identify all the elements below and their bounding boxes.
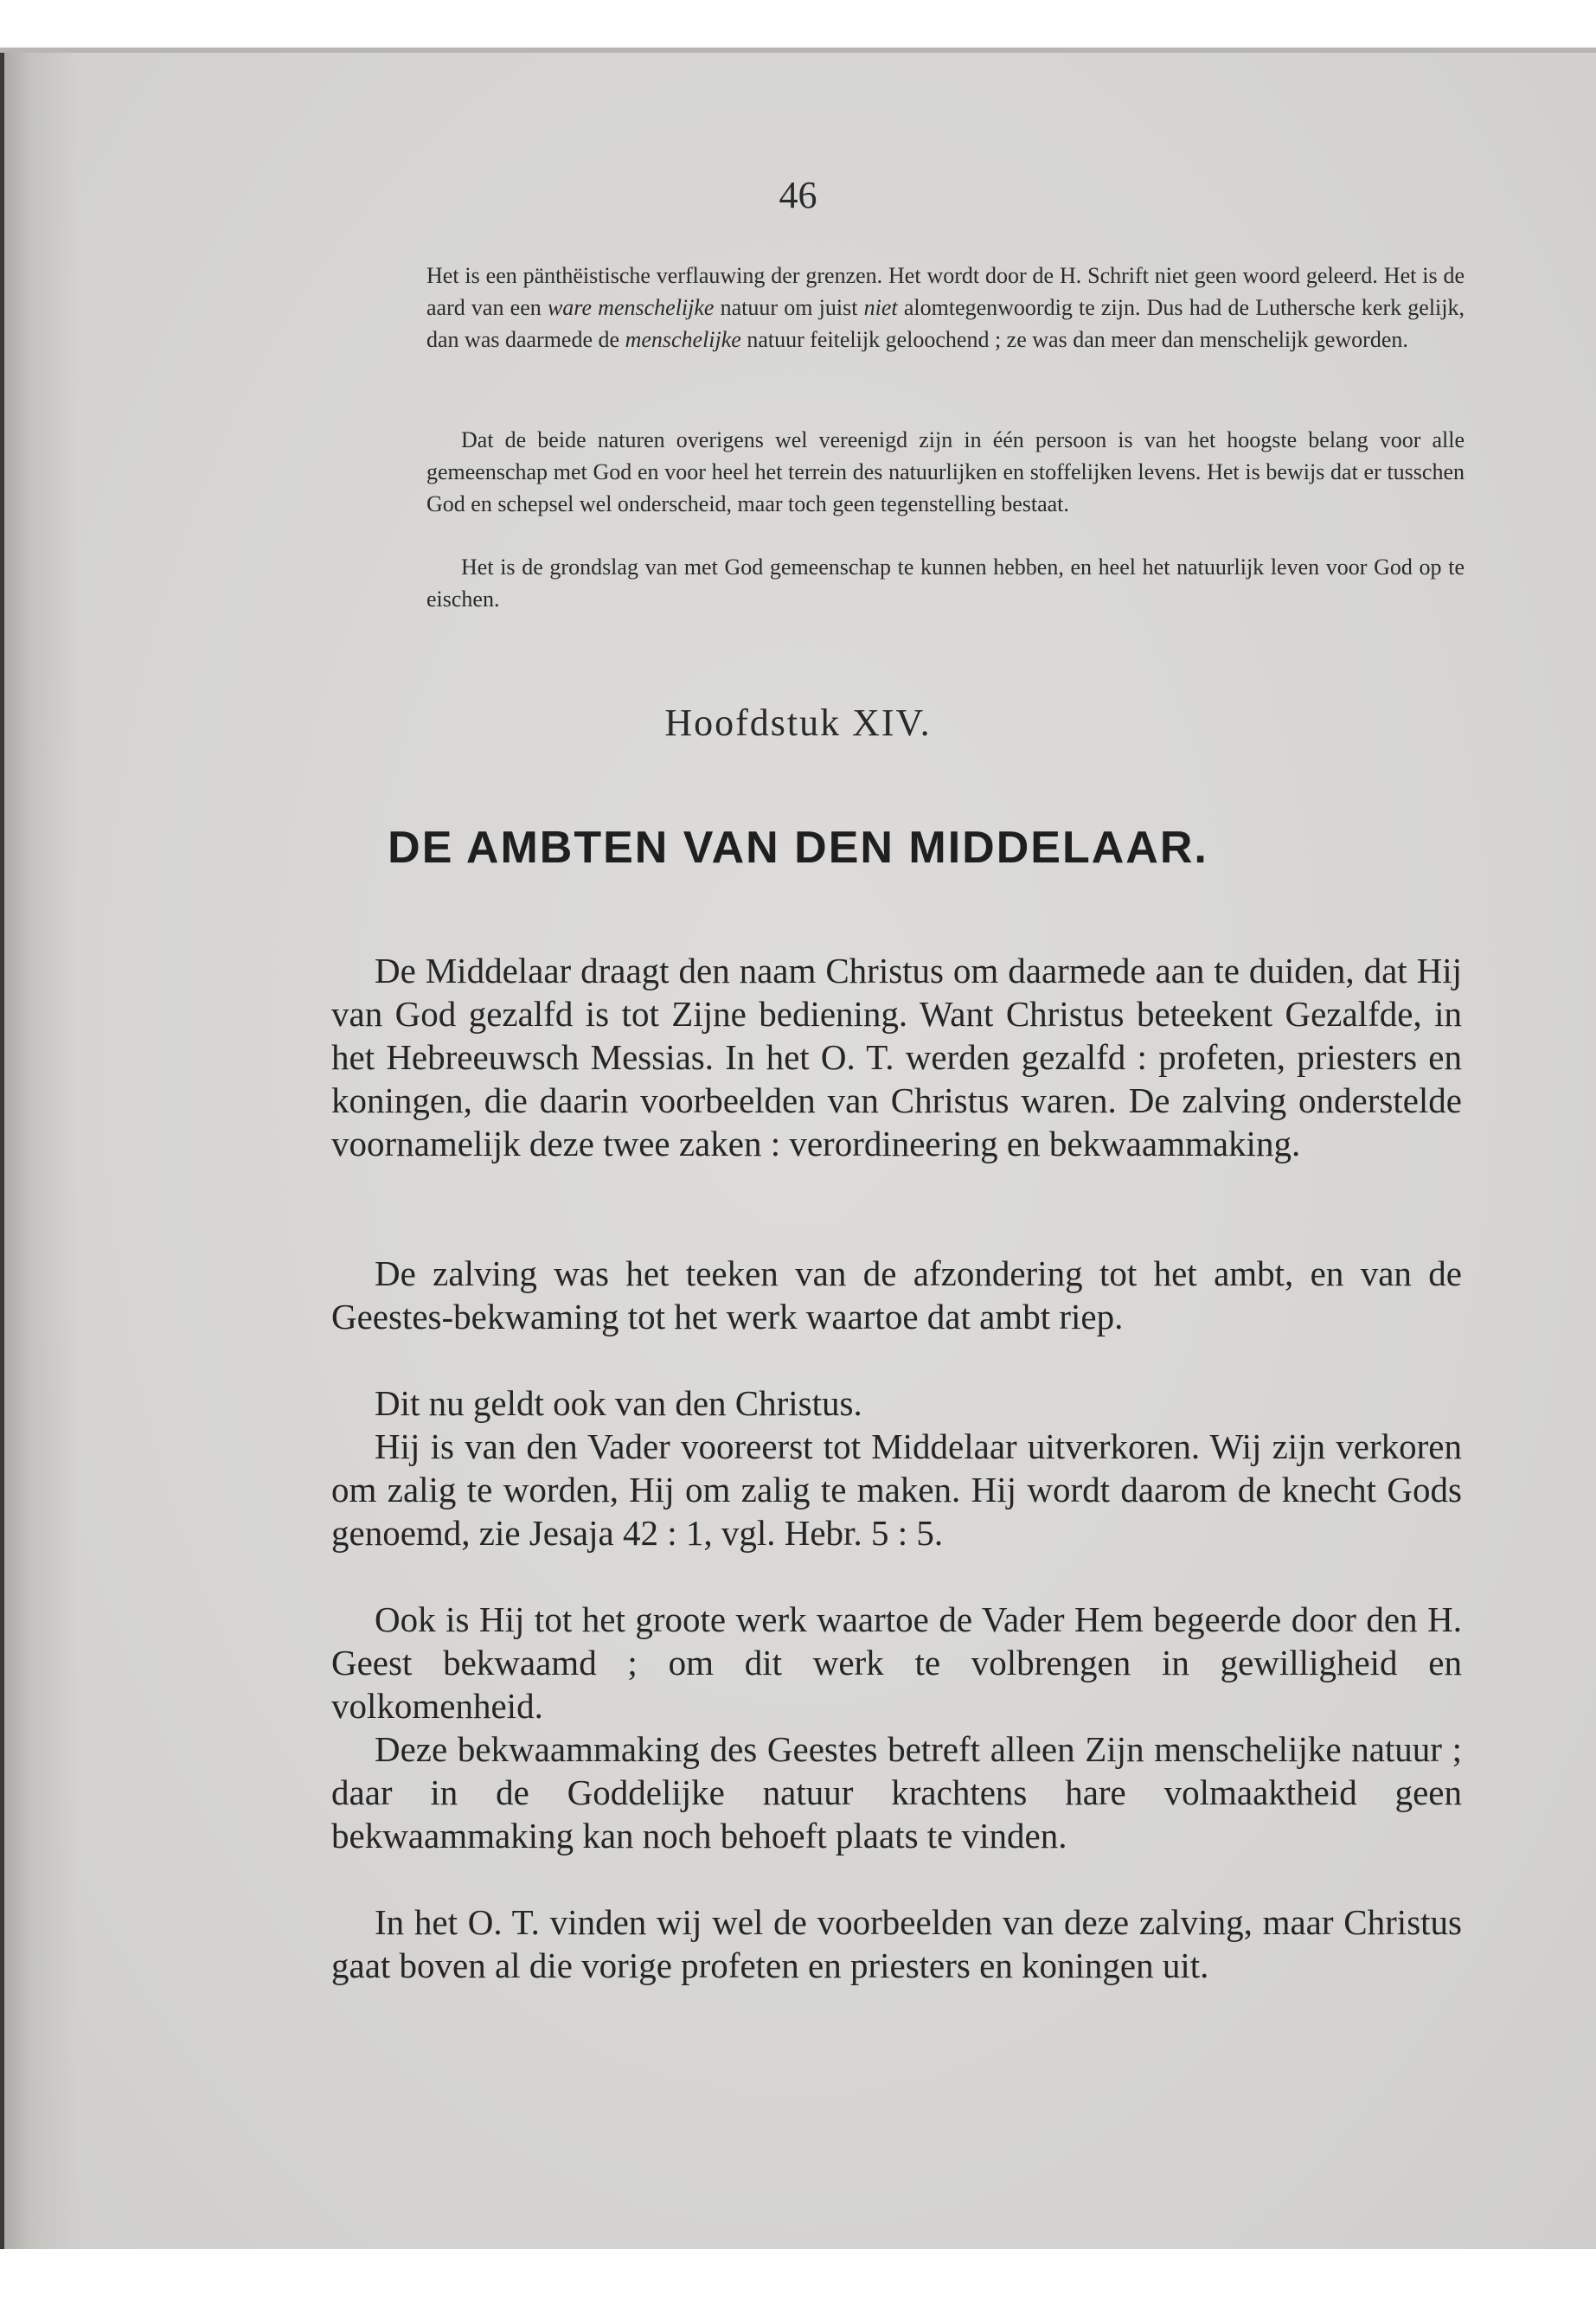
body-paragraph-7: In het O. T. vinden wij wel de voorbeelden van deze zalving, maar Christus gaat boven al die vorige profeten en priesters en koningen uit. bbox=[331, 1902, 1462, 1985]
body-paragraph-2: De zalving was het teeken van de afzondering tot het ambt, en van de Geestes-bekwaming tot het werk waartoe dat ambt riep. bbox=[331, 1253, 1462, 1336]
small-paragraph-1-part-d: natuur feitelijk geloochend ; ze was dan meer dan menschelijk geworden. bbox=[740, 327, 1408, 352]
body-paragraph-6: Deze bekwaammaking des Geestes betreft alleen Zijn menschelijke natuur ; daar in de Goddelijke natuur krachtens hare volmaaktheid geen bekwaammaking kan noch behoeft plaats te vinden. bbox=[331, 1729, 1462, 1856]
spine-edge bbox=[0, 48, 4, 2249]
body-paragraph-1: De Middelaar draagt den naam Christus om daarmede aan te duiden, dat Hij van God gezalfd is tot Zijne bediening. Want Christus beteekent Gezalfde, in het Hebreeuwsch Messias. In het O. T. werden gezalfd : profeten, priesters en koningen, die daarin voorbeelden van Christus waren. De zalving onderstelde voornamelijk deze twee zaken : verordineering en bekwaammaking. bbox=[331, 951, 1462, 1163]
small-paragraph-1-part-b: natuur om juist bbox=[714, 295, 864, 320]
small-paragraph-1 bbox=[426, 260, 1465, 356]
page-top-edge bbox=[0, 48, 1596, 53]
chapter-label: Hoofdstuk XIV. bbox=[664, 702, 932, 744]
small-paragraph-1-emphasis-b: niet bbox=[863, 295, 898, 320]
small-paragraph-3: Het is de grondslag van met God gemeenschap te kunnen hebben, en heel het natuurlijk leven voor God op te eischen. bbox=[426, 554, 1465, 612]
spine-shadow bbox=[0, 48, 78, 2249]
chapter-title: DE AMBTEN VAN DEN MIDDELAAR. bbox=[388, 823, 1208, 873]
small-paragraph-1-emphasis-c: menschelijke bbox=[625, 327, 741, 352]
small-paragraph-2: Dat de beide naturen overigens wel vereenigd zijn in één persoon is van het hoogste belang voor alle gemeenschap met God en voor heel het terrein des natuurlijken en stoffelijken levens. Het is bewijs dat er tusschen God en schepsel wel onderscheid, maar toch geen tegenstelling bestaat. bbox=[426, 427, 1465, 516]
body-paragraph-5: Ook is Hij tot het groote werk waartoe de Vader Hem begeerde door den H. Geest bekwaamd ; om dit werk te volbrengen in gewilligheid en volkomenheid. bbox=[331, 1599, 1462, 1726]
small-paragraph-1-part-a: Het is een pänthëistische verflauwing der grenzen. Het wordt door de H. Schrift niet geen woord geleerd. Het is de aard van een bbox=[426, 263, 1465, 320]
small-paragraph-1-emphasis-a: ware menschelijke bbox=[547, 295, 715, 320]
small-paragraph-1-part-c: alomtegenwoordig te zijn. Dus had de Luthersche kerk gelijk, dan was daarmede de bbox=[426, 295, 1465, 352]
body-paragraph-3: Dit nu geldt ook van den Christus. bbox=[375, 1383, 862, 1423]
body-paragraph-4: Hij is van den Vader vooreerst tot Middelaar uitverkoren. Wij zijn verkoren om zalig te worden, Hij om zalig te maken. Hij wordt daarom de knecht Gods genoemd, zie Jesaja 42 : 1, vgl. Hebr. 5 : 5. bbox=[331, 1426, 1462, 1553]
page-number: 46 bbox=[779, 174, 817, 216]
